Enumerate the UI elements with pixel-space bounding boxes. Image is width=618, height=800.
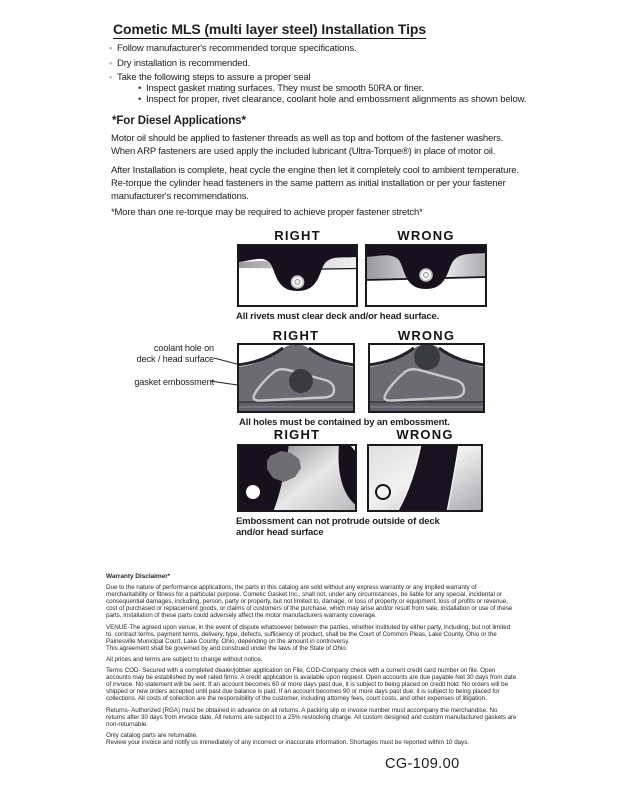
tip-bullet-1 xyxy=(109,43,356,54)
page-code: CG-109.00 xyxy=(385,756,460,772)
coolant-hole-label xyxy=(118,343,214,365)
bolt-hole xyxy=(246,485,260,499)
embossment-caption-line2: and/or head surface xyxy=(236,527,324,538)
page-title: Cometic MLS (multi layer steel) Installation Tips xyxy=(113,21,427,37)
warranty-disclaimer xyxy=(106,574,518,752)
tip-text-2: Dry installation is recommended. xyxy=(117,57,251,69)
holes-wrong-figure xyxy=(368,343,485,413)
warranty-paragraph-invoice: Review your invoice and notify us immediately of any incorrect or inaccurate information. Shortages must be reported within 10 days. xyxy=(106,739,469,747)
warranty-paragraph-governing-law: This agreement shall be governed by and construed under the laws of the State of Ohio. xyxy=(106,644,348,652)
diesel-paragraph-1: Motor oil should be applied to fastener threads as well as top and bottom of the fastener washers. When ARP fasteners are used apply the included lubricant (Ultra-Torque®) in place of motor oil. xyxy=(111,133,504,157)
open-bullet-icon: ◦ xyxy=(109,43,113,53)
diesel-applications-heading: *For Diesel Applications* xyxy=(112,115,246,127)
warranty-heading: Warranty Disclaimer* xyxy=(106,573,171,580)
tip-text-3: Take the following steps to assure a proper seal xyxy=(117,71,311,83)
embossment-caption-line1: Embossment can not protrude outside of deck xyxy=(236,516,440,527)
open-bullet-icon: ◦ xyxy=(109,57,113,68)
coolant-hole-label-line1: coolant hole on xyxy=(153,343,214,353)
tip-sub-bullet-1 xyxy=(138,83,424,94)
tip-bullet-3 xyxy=(109,72,310,83)
warranty-paragraph-prices: All prices and terms are subject to change without notice. xyxy=(106,656,263,664)
embossment-caption xyxy=(236,516,486,538)
holes-right-header: RIGHT xyxy=(272,328,320,343)
filled-bullet-icon: • xyxy=(138,83,142,94)
embossment-right-header: RIGHT xyxy=(273,427,321,442)
warranty-paragraph-1: Due to the nature of performance applications, the parts in this catalog are sold without any express warranty or any implied warranty of merchantability or fitness for a particular purpose. Cometic Gasket Inc., shall not, under any circumstances, be liable for any special, incidental or consequential damages, including, person, party or property, but not limited to, damage, or loss of property or equipment, loss of profits or revenue, cost of purchased or replacement goods, or claims of customers of the purchase, which may arise and/or result from sale, installation or use of these parts. Installation of these parts could adversely affect the motor manufacturers warranty coverage. xyxy=(106,584,513,620)
rivet-center xyxy=(295,280,300,285)
rivet-wrong-header: WRONG xyxy=(397,228,455,243)
warranty-paragraph-venue: VENUE-The agreed upon venue, in the event of dispute whatsoever between the parties, whether instituted by either party, including, but not limited to, contract terms, payment terms, delivery, type, defects, sufficiency of product, shall be the Court of Common Pleas, Lake County, Ohio or the Painesville Municipal Court, Lake County, Ohio, depending on the amount in controversy. xyxy=(106,623,511,645)
tip-sub-text-1: Inspect gasket mating surfaces. They must be smooth 50RA or finer. xyxy=(146,83,424,94)
rivet-wrong-figure xyxy=(365,244,487,307)
tip-bullet-2 xyxy=(109,58,250,69)
warranty-paragraph-catalog: Only catalog parts are returnable. xyxy=(106,732,198,740)
diesel-paragraph-2: After Installation is complete, heat cycle the engine then let it completely cool to ambient temperature. Re-torque the cylinder head fasteners in the same pattern as initial installation or per your fastener manufacturer's recommendations. xyxy=(111,165,519,202)
tip-sub-text-2: Inspect for proper, rivet clearance, coolant hole and embossment alignments as shown below. xyxy=(146,94,527,105)
gasket-embossment-label: gasket embossment xyxy=(134,377,214,387)
holes-wrong-header: WRONG xyxy=(397,328,456,343)
embossment-right-figure xyxy=(237,444,357,512)
coolant-hole xyxy=(289,369,313,393)
holes-caption: All holes must be contained by an embossment. xyxy=(239,417,450,428)
tip-sub-bullet-2 xyxy=(138,94,526,105)
warranty-paragraph-terms: Terms COD- Secured with a completed dealer/jobber application on File, COD-Company check with a current credit card number on file. Open accounts may be established by well rated firms. A credit application is available upon request. Open accounts are due payable Net 30 days from date of invoice. No statement will be sent. If an account becomes 60 or more days past due, it is subject to being placed on credit hold. No orders will be shipped or new orders accepted until past due balance is paid. If an account becomes 90 or more days past due, it is subject to being placed for collections. All costs of collection are the responsibility of the customer, including attorney fees, court costs, and other expenses of litigation. xyxy=(106,667,517,703)
embossment-wrong-header: WRONG xyxy=(396,427,454,442)
bolt-hole xyxy=(376,485,390,499)
rivet-right-header: RIGHT xyxy=(274,228,321,243)
embossment-wrong-figure xyxy=(367,444,483,512)
rivet-right-figure xyxy=(237,244,358,307)
rivet-caption: All rivets must clear deck and/or head surface. xyxy=(236,311,440,322)
warranty-paragraph-returns: Returns- Authorized (RGA) must be obtained in advance on all returns. A packing slip or invoice number must accompany the merchandise. No returns after 30 days from invoice date. All returns are subject to a 25% restocking charge. All custom designed and custom manufactured gaskets are non-returnable. xyxy=(106,706,517,728)
coolant-hole-label-line2: deck / head surface xyxy=(136,354,214,364)
filled-bullet-icon: • xyxy=(138,94,142,105)
rivet-center xyxy=(424,273,429,278)
coolant-hole xyxy=(414,344,440,370)
tip-text-1: Follow manufacturer's recommended torque specifications. xyxy=(117,43,357,54)
retorque-note: *More than one re-torque may be required to achieve proper fastener stretch* xyxy=(111,207,423,218)
holes-right-figure xyxy=(237,343,355,413)
open-bullet-icon: ◦ xyxy=(109,71,113,82)
